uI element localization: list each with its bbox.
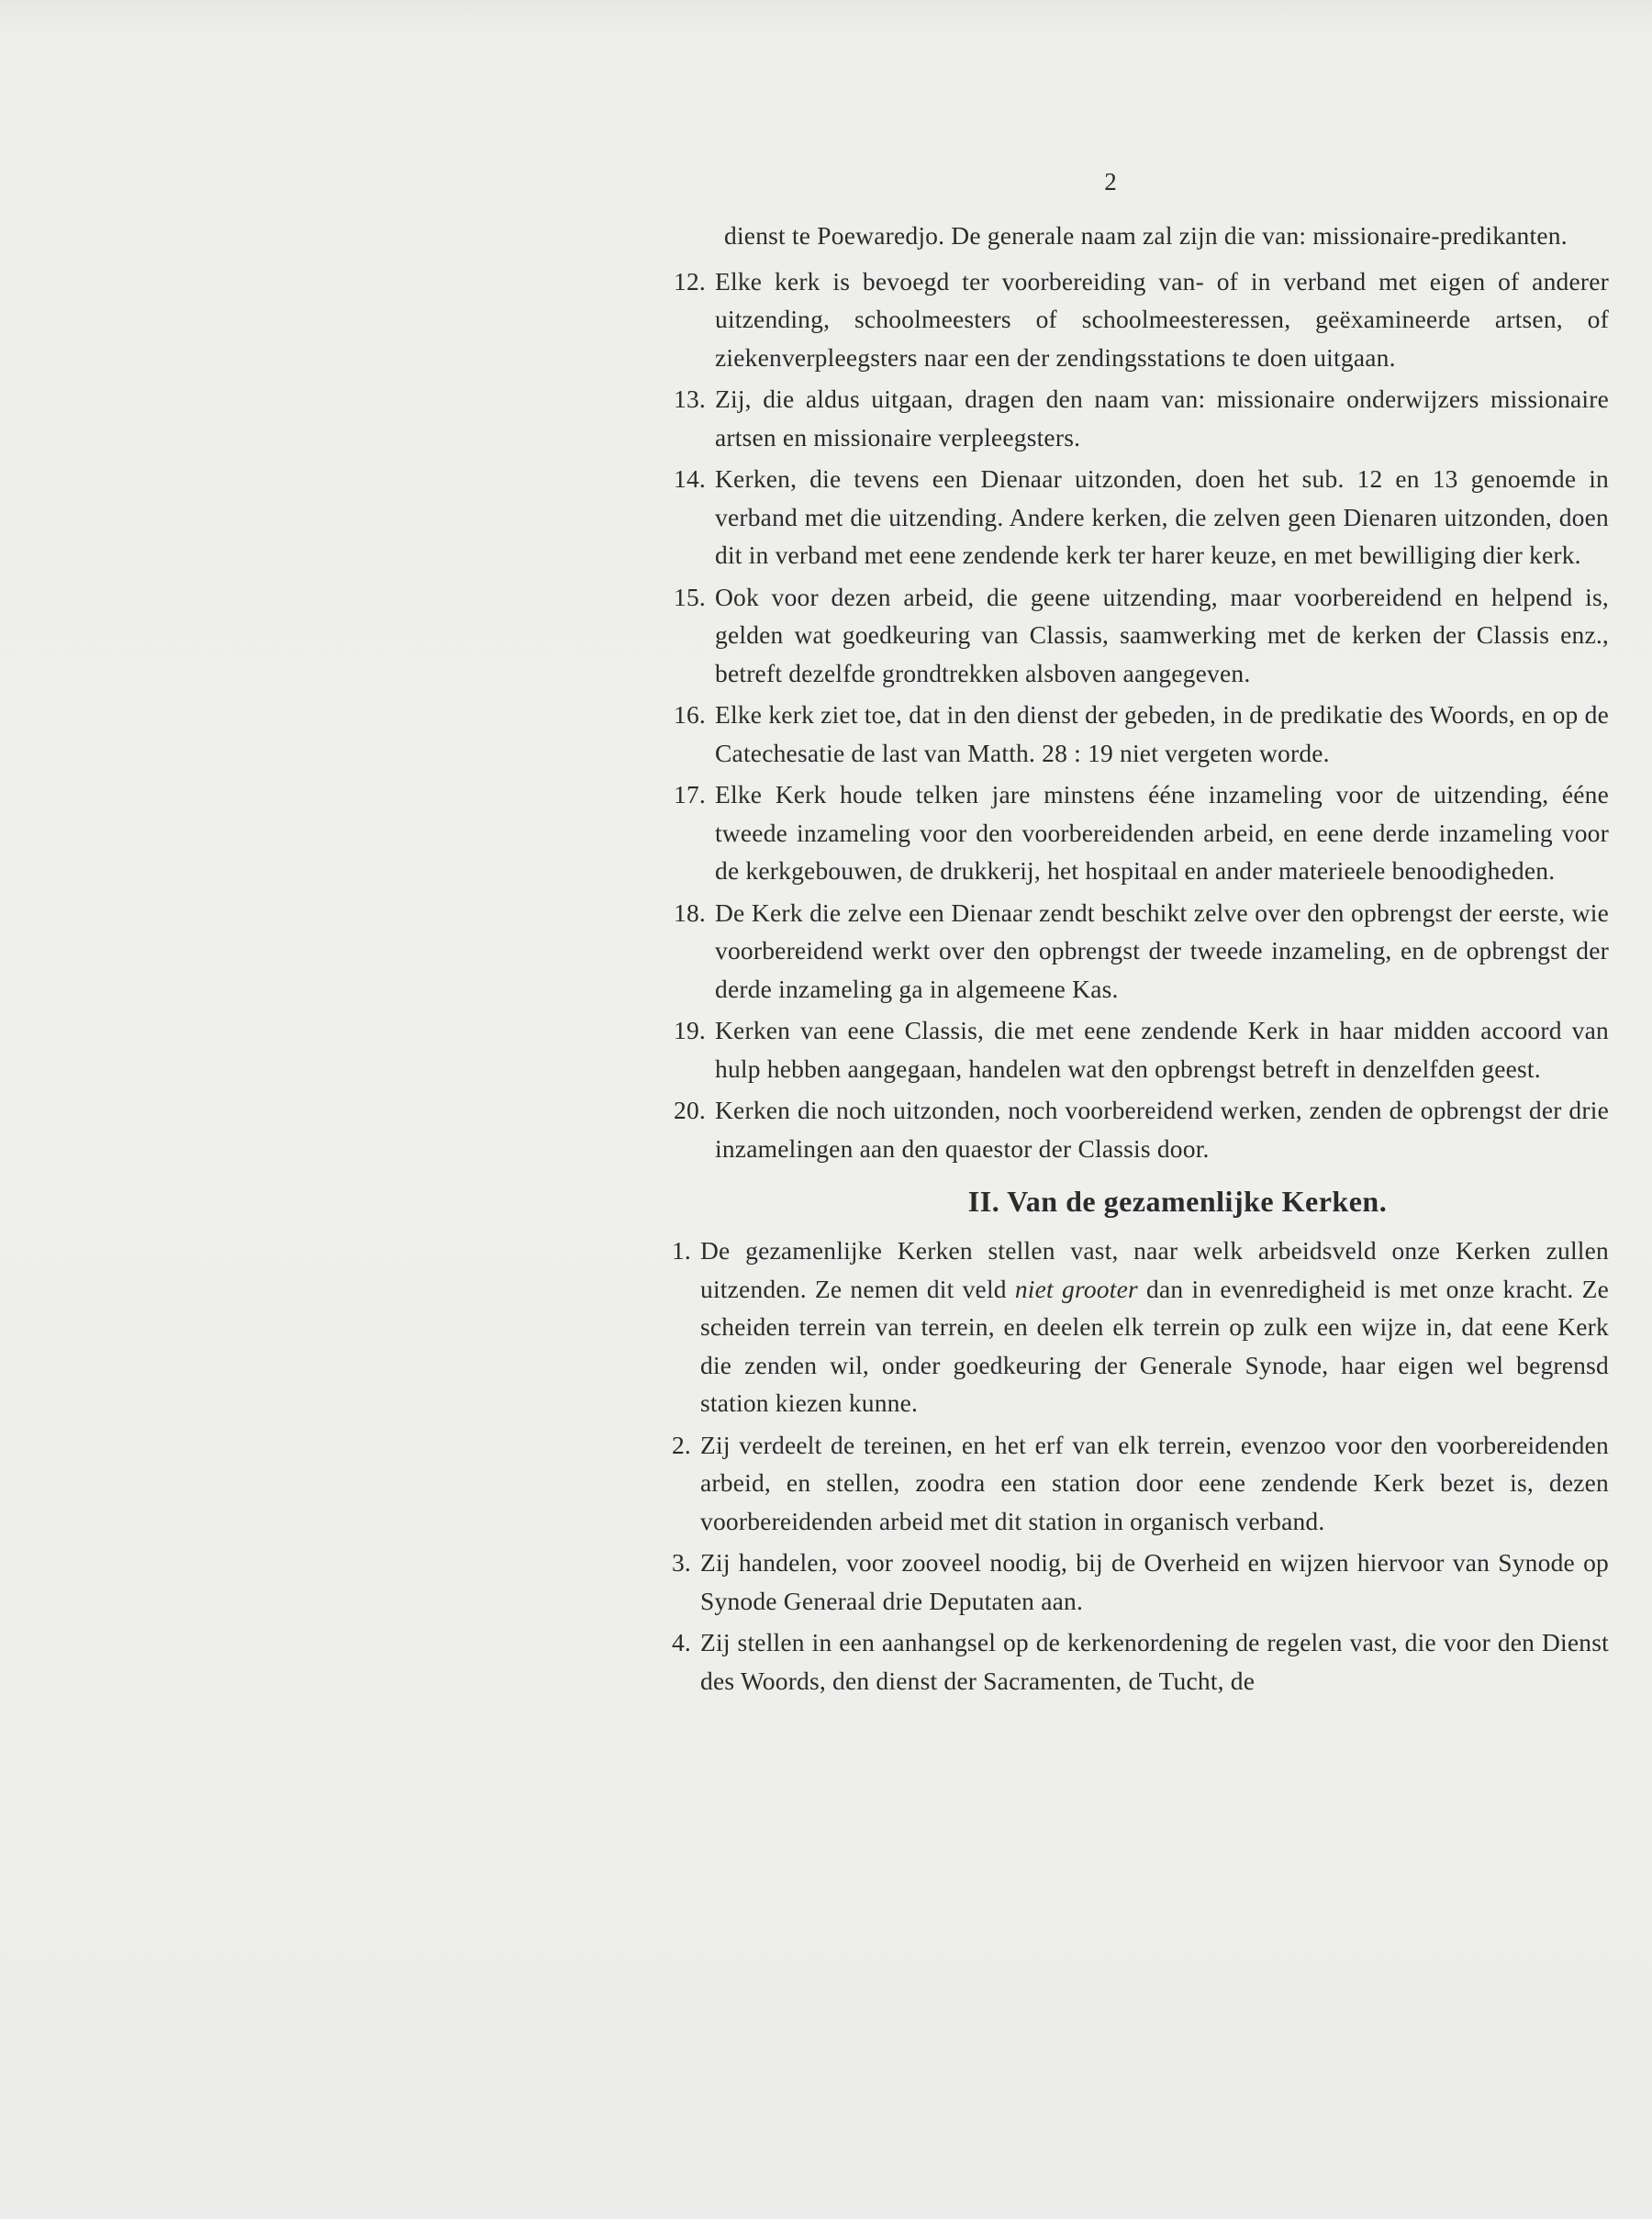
item-text: Zij verdeelt de tereinen, en het erf van elk terrein, evenzoo voor den voorbereidenden arbeid, en stellen, zoodra een station door eene zendende Kerk bezet is, dezen voorbereidenden arbeid met dit station in organisch verband. [700,1430,1609,1535]
item-number: 1. [671,1236,691,1265]
item-number: 17. [674,780,706,808]
list-item [636,1011,1609,1087]
list-item [636,1623,1609,1700]
item-text: Kerken van eene Classis, die met eene zendende Kerk in haar midden accoord van hulp hebben aangegaan, handelen wat den opbrengst betreft in denzelfden geest. [715,1016,1609,1083]
item-text: Elke kerk is bevoegd ter voorbereiding van- of in verband met eigen of anderer uitzending, schoolmeesters of schoolmeesteressen, geëxamineerde artsen, of ziekenverpleegsters naar een der zendingsstations te doen uitgaan. [715,266,1609,372]
list-item [636,578,1609,693]
item-number: 16. [674,700,706,729]
item-number: 20. [674,1096,706,1124]
list-item [636,460,1609,574]
section-1-list [636,262,1609,1168]
item-number: 14. [674,464,706,493]
item-number: 18. [674,898,706,927]
list-item [636,696,1609,772]
section-heading: II. Van de gezamenlijke Kerken. [967,1185,1388,1218]
item-text: Elke kerk ziet toe, dat in den dienst der gebeden, in de predikatie des Woords, en op de Catechesatie de last van Matth. 28 : 19 niet vergeten worde. [715,700,1609,767]
list-item [636,1544,1609,1620]
document-body [636,217,1609,1700]
item-text [700,1232,1609,1422]
section-2-list [636,1232,1609,1700]
page-number: 2 [1104,168,1117,195]
item-number: 12. [674,266,706,295]
item-text: Ook voor dezen arbeid, die geene uitzending, maar voorbereidend en helpend is, gelden wat goedkeuring van Classis, saamwerking met de kerken der Classis enz., betreft dezelfde grondtrekken alsboven aangegeven. [715,582,1609,687]
item-text: Kerken, die tevens een Dienaar uitzonden, doen het sub. 12 en 13 genoemde in verband met die uitzending. Andere kerken, die zelven geen Dienaren uitzonden, doen dit in verband met eene zendende kerk ter harer keuze, en met bewilliging dier kerk. [715,464,1609,569]
item-number: 2. [671,1430,691,1459]
list-item [636,1232,1609,1422]
item-text-part: dan in evenredigheid is met onze kracht. Ze scheiden terrein van terrein, en deelen elk terrein op zulk een wijze in, dat eene Kerk die zenden wil, onder goedkeuring der Generale Synode, haar eigen wel begrensd station kiezen kunne. [700,1274,1609,1417]
list-item [636,380,1609,456]
item-text: De Kerk die zelve een Dienaar zendt beschikt zelve over den opbrengst der eerste, wie voorbereidend werkt over den opbrengst der tweede inzameling, en de opbrengst der derde inzameling ga in algemeene Kas. [715,898,1609,1003]
item-number: 4. [671,1628,691,1656]
item-text-emphasis: niet grooter [1014,1274,1138,1303]
continuation-paragraph: dienst te Poewaredjo. De generale naam zal zijn die van: missionaire-predikanten. [724,221,1568,250]
item-number: 3. [671,1548,691,1577]
item-number: 19. [674,1016,706,1044]
item-number: 15. [674,582,706,611]
list-item [636,775,1609,890]
item-text: Zij handelen, voor zooveel noodig, bij de Overheid en wijzen hiervoor van Synode op Synode Generaal drie Deputaten aan. [700,1548,1609,1615]
list-item [636,1426,1609,1541]
list-item [636,262,1609,377]
item-text: Zij, die aldus uitgaan, dragen den naam van: missionaire onderwijzers missionaire artsen en missionaire verpleegsters. [715,385,1609,452]
item-text: Zij stellen in een aanhangsel op de kerkenordening de regelen vast, die voor den Dienst des Woords, den dienst der Sacramenten, de Tucht, de [700,1628,1609,1695]
item-text-part: De gezamenlijke Kerken stellen vast, naar welk arbeidsveld onze Kerken zullen uitzenden. Ze nemen dit veld [700,1236,1609,1303]
list-item [636,1091,1609,1167]
item-text: Kerken die noch uitzonden, noch voorbereidend werken, zenden de opbrengst der drie inzamelingen aan den quaestor der Classis door. [715,1096,1609,1163]
list-item [636,894,1609,1009]
item-text: Elke Kerk houde telken jare minstens ééne inzameling voor de uitzending, éénе tweede inzameling voor den voorbereidenden arbeid, en eene derde inzameling voor de kerkgebouwen, de drukkerij, het hospitaal en ander materieele benoodigheden. [715,780,1609,885]
item-number: 13. [674,385,706,413]
